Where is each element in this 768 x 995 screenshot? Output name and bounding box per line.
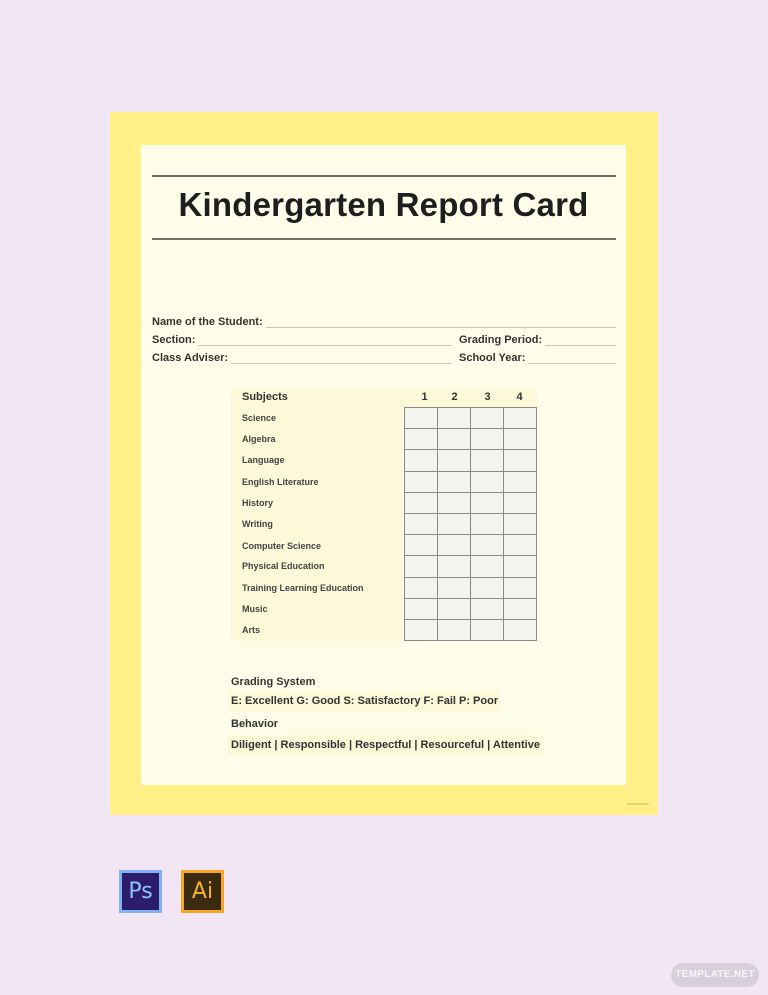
template-net-badge[interactable]: TEMPLATE.NET [671,963,759,987]
school-year-input-line[interactable] [528,355,616,364]
subject-label: Algebra [242,434,276,444]
subject-label: Training Learning Education [242,583,364,593]
grade-cell[interactable] [405,535,438,556]
grade-cell[interactable] [405,578,438,599]
subject-label: Computer Science [242,541,322,551]
school-year-field [459,352,616,364]
grade-cell[interactable] [405,514,438,535]
grade-cell[interactable] [471,578,504,599]
subject-label: Physical Education [242,561,325,571]
quarter-3-header: 3 [484,391,491,403]
grade-cell[interactable] [471,493,504,514]
grade-cell[interactable] [471,472,504,493]
grade-cell[interactable] [405,429,438,450]
grading-period-field [459,334,616,346]
behavior-traits: Diligent | Responsible | Respectful | Resourceful | Attentive [228,735,542,755]
grade-cell[interactable] [405,493,438,514]
subject-label: Language [242,455,285,465]
grade-cell[interactable] [471,599,504,620]
grade-cell[interactable] [504,535,537,556]
grade-grid [404,407,537,641]
grade-cell[interactable] [504,620,537,641]
photoshop-icon[interactable] [119,870,162,913]
student-name-field [152,316,616,328]
grade-cell[interactable] [471,514,504,535]
section-field [152,334,452,346]
student-name-label: Name of the Student: [152,316,263,328]
grade-cell[interactable] [471,429,504,450]
grade-cell[interactable] [438,556,471,577]
grade-cell[interactable] [471,620,504,641]
grade-cell[interactable] [438,450,471,471]
grade-cell[interactable] [405,472,438,493]
grade-cell[interactable] [405,408,438,429]
class-adviser-input-line[interactable] [231,355,452,364]
grade-cell[interactable] [405,599,438,620]
grade-cell[interactable] [504,408,537,429]
illustrator-icon-label: Ai [191,879,214,904]
grade-cell[interactable] [471,535,504,556]
grade-cell[interactable] [438,535,471,556]
grading-system-heading: Grading System [231,676,316,688]
subject-label: Writing [242,519,273,529]
grading-system-legend: E: Excellent G: Good S: Satisfactory F: Fail P: Poor [228,691,501,711]
photoshop-icon-label: Ps [128,879,153,904]
grade-cell[interactable] [438,620,471,641]
grade-cell[interactable] [471,556,504,577]
grade-cell[interactable] [438,493,471,514]
grading-period-label: Grading Period: [459,334,543,346]
grade-cell[interactable] [405,620,438,641]
grade-cell[interactable] [438,514,471,535]
subject-label: Music [242,604,268,614]
quarter-4-header: 4 [516,391,523,403]
grade-cell[interactable] [504,514,537,535]
subject-label: English Literature [242,477,319,487]
grade-cell[interactable] [504,472,537,493]
section-label: Section: [152,334,196,346]
grade-cell[interactable] [438,408,471,429]
quarter-1-header: 1 [421,391,428,403]
behavior-heading: Behavior [231,718,279,730]
subject-label: Science [242,413,277,423]
grade-cell[interactable] [405,556,438,577]
section-input-line[interactable] [198,337,452,346]
grade-cell[interactable] [504,599,537,620]
grade-cell[interactable] [504,556,537,577]
student-name-input-line[interactable] [266,319,616,328]
quarter-2-header: 2 [451,391,458,403]
grade-cell[interactable] [471,450,504,471]
school-year-label: School Year: [459,352,526,364]
grade-cell[interactable] [471,408,504,429]
grade-cell[interactable] [438,429,471,450]
grading-period-input-line[interactable] [545,337,616,346]
class-adviser-label: Class Adviser: [152,352,229,364]
page-title: Kindergarten Report Card [178,186,589,223]
grade-cell[interactable] [504,429,537,450]
title-top-rule [152,175,616,177]
grade-cell[interactable] [438,599,471,620]
title-bottom-rule [152,238,616,240]
grade-cell[interactable] [504,578,537,599]
grade-cell[interactable] [438,578,471,599]
subjects-header: Subjects [242,391,288,403]
grade-cell[interactable] [405,450,438,471]
subject-label: Arts [242,625,261,635]
grade-cell[interactable] [438,472,471,493]
class-adviser-field [152,352,452,364]
watermark-mark [627,803,649,805]
grade-cell[interactable] [504,450,537,471]
subject-label: History [242,498,274,508]
illustrator-icon[interactable] [181,870,224,913]
grade-cell[interactable] [504,493,537,514]
